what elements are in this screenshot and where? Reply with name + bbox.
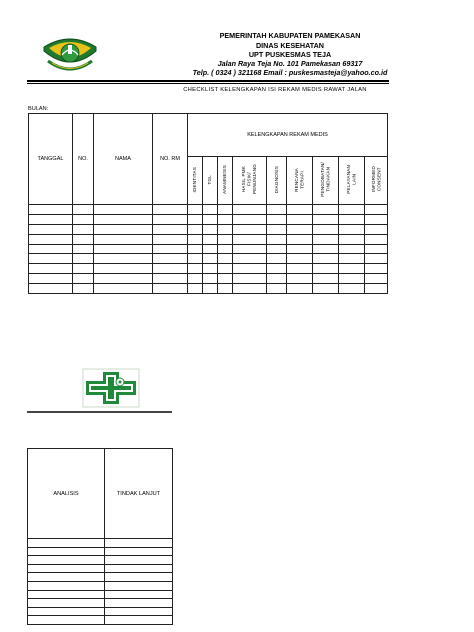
col-header-nama: NAMA xyxy=(94,114,153,205)
table-row xyxy=(29,244,388,254)
table-row xyxy=(29,224,388,234)
table-row xyxy=(29,264,388,274)
col-header-tanggal: TANGGAL xyxy=(29,114,73,205)
table-row xyxy=(29,205,388,215)
col-header-no: NO. xyxy=(73,114,94,205)
sub-header-pengobatan: PENGOBATAN/ TINDAKAN xyxy=(313,157,339,205)
header-department: DINAS KESEHATAN xyxy=(255,41,325,50)
table-row xyxy=(28,556,173,565)
sub-header-anamnesis: ANAMNESIS xyxy=(218,157,233,205)
sub-header-rencana-terapi: RENCANA TERAPI xyxy=(287,157,313,205)
sub-header-diagnosis: DIAGNOSIS xyxy=(267,157,287,205)
sub-header-pelayanan-lain: PELAYANAN LAIN xyxy=(339,157,365,205)
header-divider-thin xyxy=(27,83,389,84)
document-title: CHECKLIST KELENGKAPAN ISI REKAM MEDIS RAWAT JALAN xyxy=(183,87,367,93)
sub-header-identitas: IDENTITAS xyxy=(188,157,203,205)
sub-header-tgl: TGL xyxy=(203,157,218,205)
col-header-analisis: ANALISIS xyxy=(28,449,105,539)
section-divider xyxy=(27,411,172,413)
col-header-tindak-lanjut: TINDAK LANJUT xyxy=(105,449,173,539)
bulan-label: BULAN: xyxy=(28,106,49,112)
table-row xyxy=(29,274,388,284)
table-row xyxy=(28,607,173,616)
group-header-kelengkapan: KELENGKAPAN REKAM MEDIS xyxy=(188,114,388,157)
checklist-table xyxy=(28,113,388,294)
kabupaten-logo xyxy=(40,33,100,77)
table-row xyxy=(28,590,173,599)
table-row xyxy=(29,214,388,224)
table-row xyxy=(28,564,173,573)
table-row xyxy=(29,284,388,294)
analysis-table xyxy=(27,448,173,625)
header-contact: Telp. ( 0324 ) 321168 Email : puskesmasteja@yahoo.co.id xyxy=(192,68,388,77)
puskesmas-logo xyxy=(81,367,141,409)
sub-header-hasil-pmk: HASIL PMK FISIK/ PENUNJANG xyxy=(233,157,267,205)
table-row xyxy=(28,547,173,556)
table-row xyxy=(28,616,173,625)
header-puskesmas: UPT PUSKESMAS TEJA xyxy=(248,50,332,59)
table-row xyxy=(29,234,388,244)
table-row xyxy=(29,254,388,264)
header-divider-thick xyxy=(27,80,389,82)
sub-header-informed-consent: INFORMED CONSENT xyxy=(365,157,388,205)
table-row xyxy=(28,581,173,590)
col-header-no-rm: NO. RM xyxy=(153,114,188,205)
header-address: Jalan Raya Teja No. 101 Pamekasan 69317 xyxy=(217,59,363,68)
table-row xyxy=(28,539,173,548)
table-row xyxy=(28,599,173,608)
header-government: PEMERINTAH KABUPATEN PAMEKASAN xyxy=(219,31,361,40)
table-row xyxy=(28,573,173,582)
